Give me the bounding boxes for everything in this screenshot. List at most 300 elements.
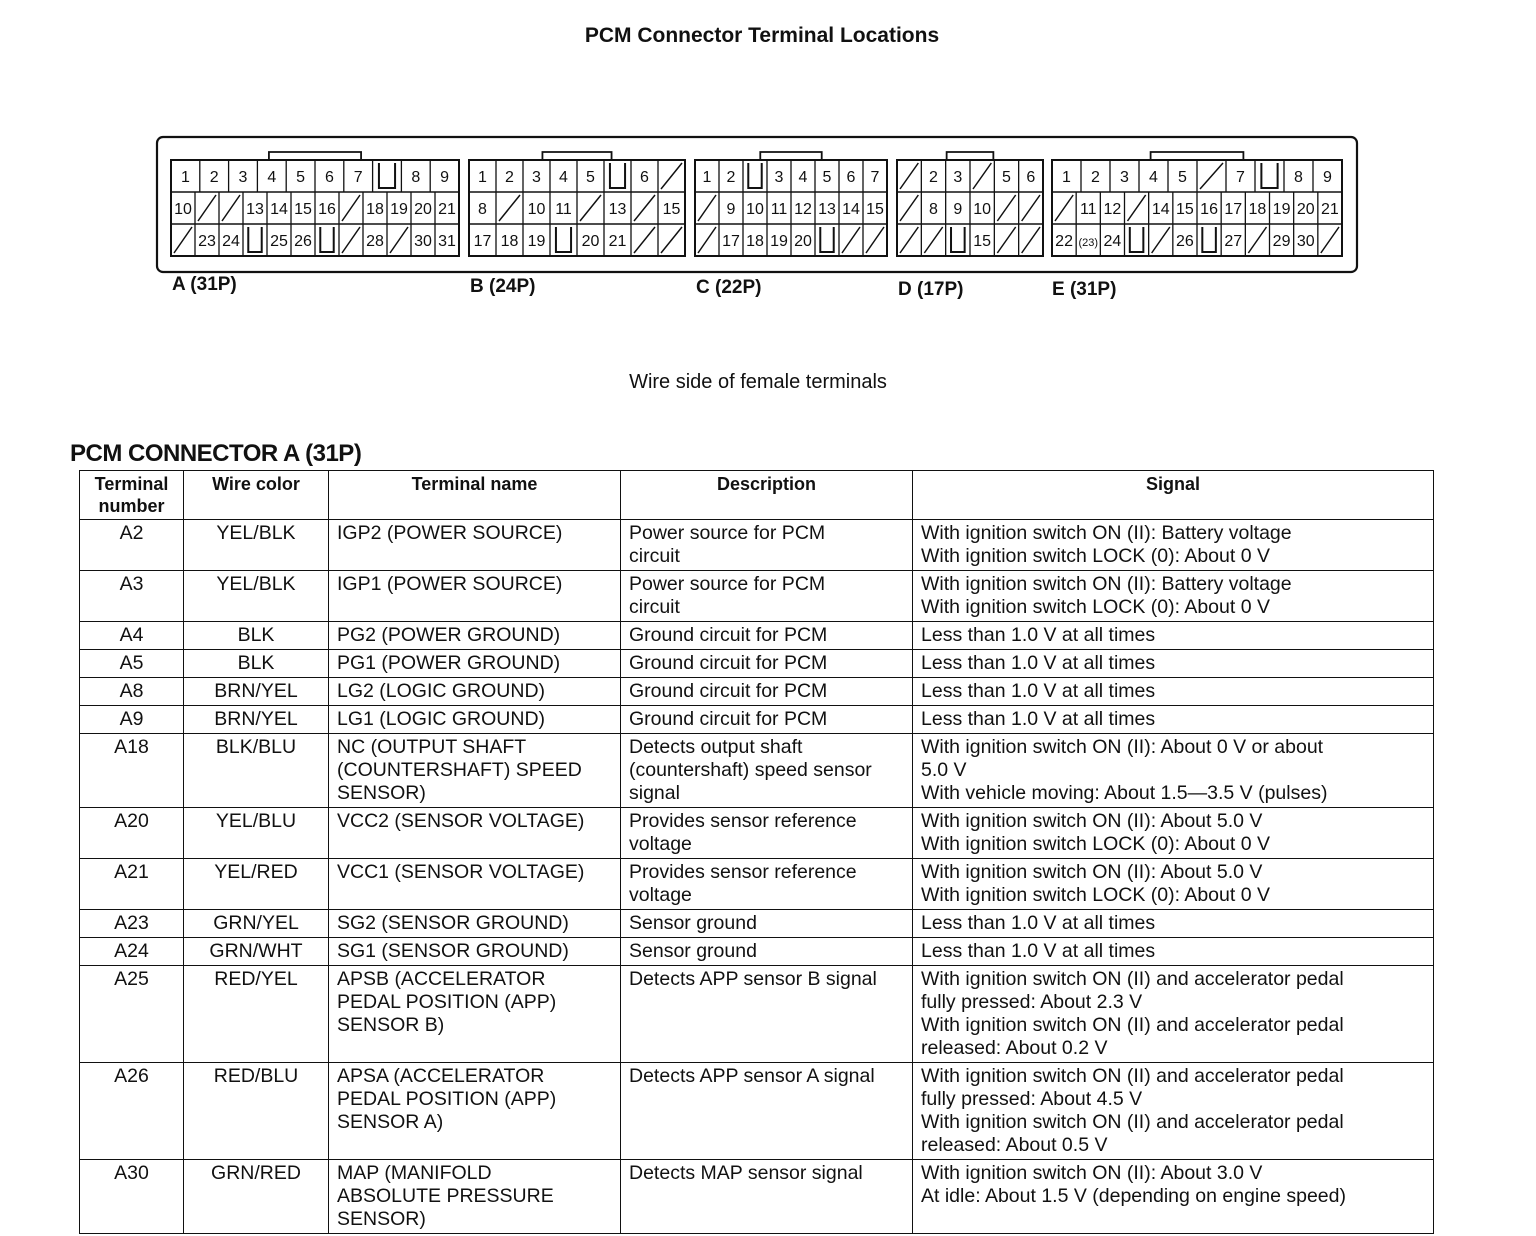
- terminal-pin: 6: [1026, 169, 1036, 186]
- description-cell-line: Sensor ground: [629, 912, 757, 934]
- terminal-name-cell-line: VCC2 (SENSOR VOLTAGE): [337, 810, 585, 832]
- signal-cell-line: With ignition switch ON (II): About 0 V or about: [921, 736, 1324, 758]
- terminal-pin: 30: [414, 233, 432, 250]
- terminal-pin: 19: [1272, 201, 1291, 218]
- empty-cavity: [499, 195, 520, 221]
- keyway-notch: [379, 163, 395, 188]
- terminal-pin: 20: [1296, 201, 1315, 218]
- terminal-pin: 3: [1120, 169, 1129, 186]
- terminal-pin: 12: [1103, 201, 1122, 218]
- description-cell-line: signal: [629, 782, 680, 804]
- terminal-pin: 20: [794, 233, 812, 250]
- terminal-pin: 17: [1224, 201, 1243, 218]
- header-wire-color: Wire color: [184, 471, 329, 520]
- description-cell: [621, 571, 913, 622]
- keyway-notch: [1202, 227, 1216, 252]
- table-row: [80, 966, 1434, 1063]
- keyway-notch: [248, 227, 261, 252]
- signal-cell: [913, 571, 1434, 622]
- header-terminal-line-2: number: [98, 496, 165, 516]
- terminal-name-cell: [329, 808, 621, 859]
- terminal-pin: 30: [1296, 233, 1315, 250]
- terminal-name-cell-line: APSB (ACCELERATOR: [337, 968, 546, 990]
- terminal-pin: 11: [1079, 201, 1097, 218]
- wire-color-cell: BLK/BLU: [184, 734, 329, 808]
- terminal-name-cell-line: PG1 (POWER GROUND): [337, 652, 561, 674]
- wire-color-cell: YEL/BLU: [184, 808, 329, 859]
- terminal-pin: 19: [390, 201, 408, 218]
- terminal-pin: 20: [414, 201, 432, 218]
- terminal-pin: 5: [1178, 169, 1187, 186]
- connector-latch: [269, 152, 361, 160]
- terminal-number-cell: A3: [80, 571, 184, 622]
- terminal-name-cell: [329, 706, 621, 734]
- signal-cell-line: Less than 1.0 V at all times: [921, 652, 1156, 674]
- terminal-name-cell: [329, 571, 621, 622]
- signal-cell: [913, 1063, 1434, 1160]
- table-row: [80, 808, 1434, 859]
- terminal-pin: 2: [1091, 169, 1100, 186]
- description-cell-line: Provides sensor reference: [629, 810, 857, 832]
- description-cell-line: voltage: [629, 884, 692, 906]
- terminal-pin: 10: [527, 201, 546, 218]
- empty-cavity: [698, 227, 716, 253]
- table-row: [80, 571, 1434, 622]
- empty-cavity: [342, 227, 360, 253]
- terminal-pin: 8: [478, 201, 487, 218]
- signal-cell: [913, 938, 1434, 966]
- signal-cell-line: Less than 1.0 V at all times: [921, 708, 1156, 730]
- connector-latch: [542, 152, 611, 160]
- terminal-pin: 15: [866, 201, 884, 218]
- terminal-pin: 8: [929, 201, 938, 218]
- terminal-pin: 3: [238, 169, 248, 186]
- description-cell: [621, 1063, 913, 1160]
- terminal-number-cell: A18: [80, 734, 184, 808]
- terminal-pin: 2: [209, 169, 219, 186]
- terminal-name-cell-line: PG2 (POWER GROUND): [337, 624, 561, 646]
- connector-label: D (17P): [898, 279, 964, 300]
- page-title: PCM Connector Terminal Locations: [584, 24, 940, 47]
- terminal-pin: 16: [318, 201, 336, 218]
- signal-cell-line: With ignition switch LOCK (0): About 0 V: [921, 833, 1270, 855]
- terminal-pin: 7: [1236, 169, 1245, 186]
- terminal-name-cell-line: PEDAL POSITION (APP): [337, 1088, 557, 1110]
- description-cell: [621, 706, 913, 734]
- description-cell-line: Power source for PCM: [629, 522, 826, 544]
- terminal-pin: 5: [1002, 169, 1011, 186]
- empty-cavity: [1248, 227, 1266, 253]
- terminal-pin: 21: [438, 201, 456, 218]
- terminal-pin: 10: [973, 201, 992, 218]
- wire-color-cell: YEL/BLK: [184, 520, 329, 571]
- signal-cell: [913, 966, 1434, 1063]
- terminal-name-cell: [329, 622, 621, 650]
- terminal-pin: 2: [726, 169, 736, 186]
- terminal-name-cell-line: IGP2 (POWER SOURCE): [337, 522, 563, 544]
- description-cell: [621, 808, 913, 859]
- terminal-pin: 13: [818, 201, 836, 218]
- empty-cavity: [900, 163, 918, 189]
- keyway-notch: [1261, 163, 1277, 188]
- terminal-name-cell: [329, 1160, 621, 1234]
- wire-color-cell: GRN/YEL: [184, 910, 329, 938]
- terminal-pin: 18: [366, 201, 384, 218]
- terminal-pin: 18: [500, 233, 519, 250]
- terminal-name-cell: [329, 938, 621, 966]
- connector-c: [695, 152, 887, 298]
- terminal-pin: 10: [746, 201, 764, 218]
- empty-cavity: [1022, 195, 1040, 221]
- signal-cell-line: fully pressed: About 4.5 V: [921, 1088, 1143, 1110]
- connector-latch: [1151, 152, 1244, 160]
- signal-cell-line: With ignition switch LOCK (0): About 0 V: [921, 545, 1270, 567]
- signal-cell: [913, 678, 1434, 706]
- connector-diagram-svg: [0, 0, 1536, 320]
- terminal-name-cell-line: APSA (ACCELERATOR: [337, 1065, 545, 1087]
- terminal-name-cell-line: SENSOR): [337, 782, 426, 804]
- connector-b: [469, 152, 685, 297]
- signal-cell-line: With ignition switch LOCK (0): About 0 V: [921, 884, 1270, 906]
- empty-cavity: [222, 195, 240, 221]
- terminal-pin: 18: [746, 233, 764, 250]
- description-cell-line: Detects MAP sensor signal: [629, 1162, 863, 1184]
- terminal-name-cell-line: SENSOR B): [337, 1014, 445, 1036]
- terminal-pin: 19: [527, 233, 546, 250]
- empty-cavity: [973, 163, 991, 189]
- terminal-pin: 24: [1103, 233, 1122, 250]
- description-cell-line: circuit: [629, 545, 680, 567]
- terminal-number-cell: A25: [80, 966, 184, 1063]
- empty-cavity: [198, 195, 216, 221]
- terminal-name-cell-line: NC (OUTPUT SHAFT: [337, 736, 527, 758]
- description-cell-line: Ground circuit for PCM: [629, 708, 828, 730]
- terminal-number-cell: A23: [80, 910, 184, 938]
- connector-label: C (22P): [696, 277, 762, 298]
- table-row: [80, 910, 1434, 938]
- terminal-pin: 20: [581, 233, 600, 250]
- terminal-pin: 4: [559, 169, 568, 186]
- description-cell: [621, 859, 913, 910]
- wire-color-cell: RED/YEL: [184, 966, 329, 1063]
- wire-color-cell: BRN/YEL: [184, 678, 329, 706]
- keyway-notch: [610, 163, 625, 188]
- signal-cell: [913, 859, 1434, 910]
- terminal-number-cell: A5: [80, 650, 184, 678]
- terminal-pin: 15: [1176, 201, 1194, 218]
- connector-label: B (24P): [470, 276, 536, 297]
- description-cell: [621, 678, 913, 706]
- wire-color-cell: GRN/WHT: [184, 938, 329, 966]
- empty-cavity: [634, 227, 655, 253]
- signal-cell-line: Less than 1.0 V at all times: [921, 912, 1156, 934]
- terminal-name-cell: [329, 734, 621, 808]
- signal-cell-line: Less than 1.0 V at all times: [921, 940, 1156, 962]
- terminal-pin: 8: [1294, 169, 1303, 186]
- terminal-pin: 26: [294, 233, 312, 250]
- signal-cell: [913, 734, 1434, 808]
- empty-cavity: [1022, 227, 1040, 253]
- wire-color-cell: BLK: [184, 650, 329, 678]
- signal-cell-line: With ignition switch ON (II): Battery voltage: [921, 573, 1292, 595]
- description-cell-line: Provides sensor reference: [629, 861, 857, 883]
- signal-cell-line: released: About 0.5 V: [921, 1134, 1108, 1156]
- wire-color-cell: RED/BLU: [184, 1063, 329, 1160]
- table-row: [80, 1063, 1434, 1160]
- terminal-pin: 11: [555, 201, 572, 218]
- terminal-name-cell: [329, 650, 621, 678]
- terminal-pin: 21: [608, 233, 627, 250]
- section-title: PCM CONNECTOR A (31P): [70, 440, 362, 467]
- description-cell-line: Ground circuit for PCM: [629, 652, 828, 674]
- table-row: [80, 678, 1434, 706]
- keyway-notch: [556, 227, 571, 252]
- header-terminal-number: [80, 471, 184, 520]
- terminal-pin: 5: [822, 169, 832, 186]
- table-row: [80, 1160, 1434, 1234]
- terminal-pin: 31: [438, 233, 456, 250]
- signal-cell: [913, 1160, 1434, 1234]
- terminal-name-cell: [329, 1063, 621, 1160]
- terminal-pin: 6: [640, 169, 649, 186]
- terminal-number-cell: A26: [80, 1063, 184, 1160]
- terminal-name-cell: [329, 966, 621, 1063]
- terminal-number-cell: A9: [80, 706, 184, 734]
- description-cell: [621, 734, 913, 808]
- terminal-pin: 14: [270, 201, 288, 218]
- connector-latch: [947, 152, 994, 160]
- terminal-name-cell-line: LG1 (LOGIC GROUND): [337, 708, 546, 730]
- empty-cavity: [1055, 195, 1073, 221]
- table-row: [80, 520, 1434, 571]
- terminal-pin: 2: [929, 169, 938, 186]
- wire-color-cell: BLK: [184, 622, 329, 650]
- terminal-pin: 4: [1149, 169, 1158, 186]
- terminal-pin: 26: [1176, 233, 1194, 250]
- terminal-pin: 14: [1151, 201, 1170, 218]
- signal-cell: [913, 706, 1434, 734]
- empty-cavity: [997, 227, 1015, 253]
- terminal-pin: 21: [1321, 201, 1339, 218]
- terminal-number-cell: A21: [80, 859, 184, 910]
- empty-cavity: [842, 227, 860, 253]
- header-signal: Signal: [913, 471, 1434, 520]
- terminal-pin: 2: [505, 169, 514, 186]
- signal-cell-line: Less than 1.0 V at all times: [921, 624, 1156, 646]
- description-cell: [621, 622, 913, 650]
- terminal-pin: 5: [586, 169, 595, 186]
- terminal-name-cell-line: SENSOR A): [337, 1111, 444, 1133]
- terminal-number-cell: A4: [80, 622, 184, 650]
- diagram-caption: Wire side of female terminals: [629, 371, 887, 393]
- signal-cell: [913, 650, 1434, 678]
- description-cell-line: voltage: [629, 833, 692, 855]
- connector-label: A (31P): [172, 274, 237, 295]
- terminal-pin: 8: [411, 169, 421, 186]
- terminal-number-cell: A2: [80, 520, 184, 571]
- keyway-notch: [1130, 227, 1144, 252]
- signal-cell-line: 5.0 V: [921, 759, 967, 781]
- terminal-name-cell: [329, 910, 621, 938]
- empty-cavity: [634, 195, 655, 221]
- terminal-pin: 1: [702, 169, 712, 186]
- signal-cell-line: With ignition switch ON (II): About 5.0 V: [921, 810, 1263, 832]
- description-cell: [621, 1160, 913, 1234]
- connector-latch: [760, 152, 821, 160]
- table-header-row: [80, 471, 1434, 520]
- keyway-notch: [320, 227, 333, 252]
- connector-diagram: [0, 0, 1536, 320]
- terminal-pin: 9: [953, 201, 963, 218]
- empty-cavity: [580, 195, 601, 221]
- signal-cell-line: With ignition switch ON (II): Battery voltage: [921, 522, 1292, 544]
- wire-color-cell: GRN/RED: [184, 1160, 329, 1234]
- header-terminal-line-1: Terminal: [94, 474, 169, 494]
- empty-cavity: [900, 195, 918, 221]
- terminal-number-cell: A8: [80, 678, 184, 706]
- signal-cell-line: With ignition switch ON (II) and accelerator pedal: [921, 1065, 1344, 1087]
- signal-cell: [913, 520, 1434, 571]
- connector-e: [1052, 152, 1342, 300]
- keyway-notch: [951, 227, 965, 252]
- header-description: Description: [621, 471, 913, 520]
- header-terminal-name: Terminal name: [329, 471, 621, 520]
- wire-color-cell: YEL/BLK: [184, 571, 329, 622]
- signal-cell-line: At idle: About 1.5 V (depending on engine speed): [921, 1185, 1346, 1207]
- connector-d: [897, 152, 1043, 300]
- terminal-pin: 25: [270, 233, 288, 250]
- terminal-pin: 5: [296, 169, 306, 186]
- terminal-pin: 22: [1055, 233, 1073, 250]
- terminal-name-cell-line: LG2 (LOGIC GROUND): [337, 680, 546, 702]
- terminal-pin: 15: [662, 201, 681, 218]
- terminal-pin: 9: [726, 201, 736, 218]
- terminal-pin: 15: [973, 233, 992, 250]
- signal-cell-line: With ignition switch LOCK (0): About 0 V: [921, 596, 1270, 618]
- signal-cell-line: released: About 0.2 V: [921, 1037, 1108, 1059]
- empty-cavity: [1152, 227, 1170, 253]
- description-cell: [621, 650, 913, 678]
- signal-cell-line: With ignition switch ON (II) and accelerator pedal: [921, 1014, 1344, 1036]
- terminal-pin: 7: [353, 169, 363, 186]
- terminal-number-cell: A20: [80, 808, 184, 859]
- terminal-name-cell-line: (COUNTERSHAFT) SPEED: [337, 759, 582, 781]
- description-cell-line: Detects APP sensor B signal: [629, 968, 877, 990]
- description-cell-line: Sensor ground: [629, 940, 757, 962]
- table-row: [80, 706, 1434, 734]
- description-cell: [621, 938, 913, 966]
- table-row: [80, 734, 1434, 808]
- terminal-name-cell-line: VCC1 (SENSOR VOLTAGE): [337, 861, 585, 883]
- terminal-pin: 1: [180, 169, 190, 186]
- empty-cavity: [661, 163, 682, 189]
- terminal-pin: 18: [1248, 201, 1267, 218]
- terminal-name-cell-line: PEDAL POSITION (APP): [337, 991, 557, 1013]
- terminal-pin: 1: [478, 169, 487, 186]
- terminal-pin: 9: [440, 169, 450, 186]
- signal-cell-line: With ignition switch ON (II): About 5.0 V: [921, 861, 1263, 883]
- description-cell-line: Ground circuit for PCM: [629, 624, 828, 646]
- description-cell: [621, 910, 913, 938]
- description-cell-line: circuit: [629, 596, 680, 618]
- connector-a: [171, 152, 459, 295]
- terminal-pin: (23): [1078, 237, 1099, 249]
- wire-color-cell: BRN/YEL: [184, 706, 329, 734]
- terminal-pin: 6: [324, 169, 334, 186]
- empty-cavity: [924, 227, 942, 253]
- table-row: [80, 622, 1434, 650]
- signal-cell-line: With ignition switch ON (II): About 3.0 V: [921, 1162, 1263, 1184]
- terminal-name-cell-line: MAP (MANIFOLD: [337, 1162, 492, 1184]
- empty-cavity: [866, 227, 884, 253]
- terminal-pin: 13: [246, 201, 264, 218]
- terminal-pin: 29: [1272, 233, 1291, 250]
- terminal-pin: 3: [774, 169, 784, 186]
- signal-cell-line: With ignition switch ON (II) and accelerator pedal: [921, 968, 1344, 990]
- keyway-notch: [820, 227, 833, 252]
- terminal-name-cell-line: IGP1 (POWER SOURCE): [337, 573, 563, 595]
- terminal-pin: 15: [294, 201, 312, 218]
- terminal-pin: 4: [267, 169, 277, 186]
- terminal-name-cell-line: ABSOLUTE PRESSURE: [337, 1185, 554, 1207]
- terminal-pin: 17: [722, 233, 740, 250]
- signal-cell: [913, 808, 1434, 859]
- terminal-pin: 17: [473, 233, 492, 250]
- table-row: [80, 650, 1434, 678]
- table-row: [80, 938, 1434, 966]
- terminal-name-cell-line: SG1 (SENSOR GROUND): [337, 940, 569, 962]
- empty-cavity: [1321, 227, 1339, 253]
- terminal-name-cell: [329, 678, 621, 706]
- terminal-pin: 27: [1224, 233, 1243, 250]
- terminal-pin: 3: [953, 169, 963, 186]
- terminal-pin: 14: [842, 201, 860, 218]
- terminal-number-cell: A30: [80, 1160, 184, 1234]
- empty-cavity: [390, 227, 408, 253]
- terminal-pin: 6: [846, 169, 856, 186]
- signal-cell-line: With ignition switch ON (II) and accelerator pedal: [921, 1111, 1344, 1133]
- terminal-pin: 1: [1062, 169, 1071, 186]
- terminal-name-cell-line: SG2 (SENSOR GROUND): [337, 912, 569, 934]
- empty-cavity: [997, 195, 1015, 221]
- terminal-pin: 12: [794, 201, 812, 218]
- terminal-pin: 11: [770, 201, 788, 218]
- terminal-name-cell-line: SENSOR): [337, 1208, 426, 1230]
- signal-cell-line: With vehicle moving: About 1.5—3.5 V (pulses): [921, 782, 1328, 804]
- description-cell-line: Power source for PCM: [629, 573, 826, 595]
- empty-cavity: [900, 227, 918, 253]
- description-cell: [621, 520, 913, 571]
- terminal-pin: 10: [174, 201, 192, 218]
- terminal-pin: 7: [870, 169, 880, 186]
- terminal-name-cell: [329, 520, 621, 571]
- signal-cell-line: fully pressed: About 2.3 V: [921, 991, 1143, 1013]
- empty-cavity: [342, 195, 360, 221]
- terminal-pin: 19: [770, 233, 788, 250]
- terminal-pin: 23: [198, 233, 216, 250]
- description-cell-line: Detects APP sensor A signal: [629, 1065, 875, 1087]
- empty-cavity: [1128, 195, 1146, 221]
- terminal-name-cell: [329, 859, 621, 910]
- terminal-pin: 16: [1200, 201, 1218, 218]
- empty-cavity: [661, 227, 682, 253]
- terminal-pin: 24: [222, 233, 240, 250]
- wire-color-cell: YEL/RED: [184, 859, 329, 910]
- description-cell-line: Detects output shaft: [629, 736, 803, 758]
- description-cell-line: (countershaft) speed sensor: [629, 759, 872, 781]
- terminal-pin: 9: [1323, 169, 1332, 186]
- empty-cavity: [1200, 163, 1223, 189]
